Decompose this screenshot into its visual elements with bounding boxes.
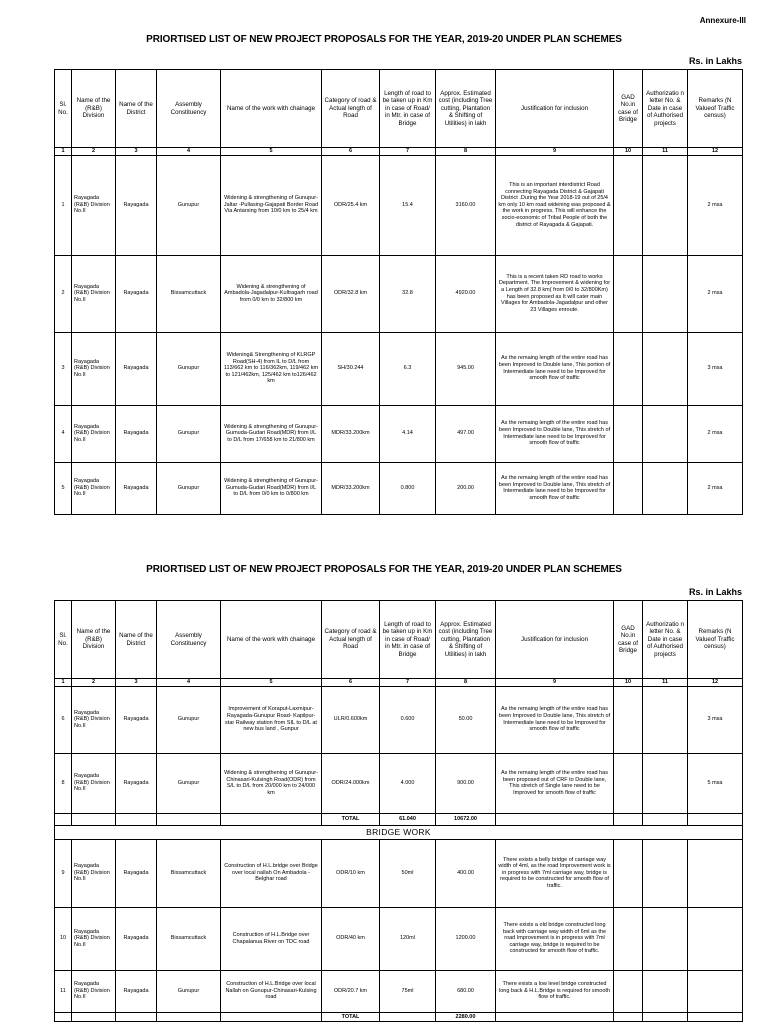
bridge-work-section [55, 825, 743, 839]
col-header-work-name: Name of the work with chainage [221, 601, 322, 679]
col-number-1: 1 [55, 679, 72, 687]
col-header-authorization: Authorizatio n letter No. & Date in case of Authorised projects [643, 601, 688, 679]
total-length [380, 1012, 436, 1022]
page-title-repeat: PRIORTISED LIST OF NEW PROJECT PROPOSALS FOR THE YEAR, 2019-20 UNDER PLAN SCHEMES [146, 564, 622, 575]
total-blank [157, 1012, 221, 1022]
cell-estimated-cost: 50.00 [436, 686, 496, 753]
col-header-division: Name of the (R&B) Division [72, 70, 116, 148]
cell-sl-no: 9 [55, 839, 72, 907]
table-row [55, 332, 743, 405]
cell-estimated-cost: 900.00 [436, 753, 496, 813]
col-header-length: Length of road to be taken up in Km in case of Road/ in Mtr. in case of Bridge [380, 601, 436, 679]
total-blank [643, 1012, 688, 1022]
total-label: TOTAL [322, 813, 380, 825]
col-number-7: 7 [380, 148, 436, 156]
cell-constituency: Gunupur [157, 462, 221, 514]
cell-gad-no [614, 462, 643, 514]
cell-division: Rayagada (R&B) Division No.II [72, 970, 116, 1012]
total-blank [72, 813, 116, 825]
col-number-2: 2 [72, 679, 116, 687]
cell-district: Rayagada [116, 839, 157, 907]
col-number-3: 3 [116, 148, 157, 156]
cell-constituency: Bissamcuttack [157, 907, 221, 970]
cell-estimated-cost: 497.00 [436, 405, 496, 462]
col-header-constituency: Assembly Constituency [157, 70, 221, 148]
cell-authorization [643, 405, 688, 462]
cell-road-category: MDR/33.200km [322, 405, 380, 462]
col-header-road-category: Category of road & Actual length of Road [322, 601, 380, 679]
cell-gad-no [614, 907, 643, 970]
cell-remarks: 2 msa [688, 462, 743, 514]
cell-division: Rayagada (R&B) Division No.II [72, 686, 116, 753]
cell-justification: As the remaing length of the entire road has been Improved to Double lane, This stretch of Intermediate lane need to be Improved for smooth flow of traffic [496, 686, 614, 753]
cell-gad-no [614, 686, 643, 753]
col-number-1: 1 [55, 148, 72, 156]
cell-sl-no: 5 [55, 462, 72, 514]
table-row [55, 255, 743, 332]
cell-constituency: Gunupur [157, 686, 221, 753]
col-number-3: 3 [116, 679, 157, 687]
cell-length: 6.3 [380, 332, 436, 405]
col-header-justification: Justification for inclusion [496, 601, 614, 679]
cell-sl-no: 6 [55, 686, 72, 753]
cell-estimated-cost: 400.00 [436, 839, 496, 907]
column-number-row [55, 679, 743, 687]
total-blank [221, 1012, 322, 1022]
col-number-2: 2 [72, 148, 116, 156]
cell-estimated-cost: 4920.00 [436, 255, 496, 332]
cell-remarks: 2 msa [688, 405, 743, 462]
cell-work-name: Widening & strengthening of Gunupur-Chinasari-Kulsingh Road(ODR) from S/L to D/L from 20/000 km to 24/000 km [221, 753, 322, 813]
col-header-authorization: Authorizatio n letter No. & Date in case of Authorised projects [643, 70, 688, 148]
col-header-district: Name of the District [116, 70, 157, 148]
total-blank [688, 1012, 743, 1022]
cell-division: Rayagada (R&B) Division No.II [72, 839, 116, 907]
cell-division: Rayagada (R&B) Division No.II [72, 462, 116, 514]
col-header-road-category: Category of road & Actual length of Road [322, 70, 380, 148]
cell-estimated-cost: 3160.00 [436, 155, 496, 255]
total-blank [643, 813, 688, 825]
total-blank [157, 813, 221, 825]
cell-work-name: Widening & strengthening of Gunupur-Gumuda-Gudari Road(MDR) from I/L to D/L from 0/0 km to 0/800 km [221, 462, 322, 514]
cell-district: Rayagada [116, 970, 157, 1012]
cell-justification: As the remaing length of the entire road has been Improved to Double lane, This stretch of Intermediate lane need to be Improved for smooth flow of traffic [496, 405, 614, 462]
cell-road-category: SH/30.244 [322, 332, 380, 405]
col-number-9: 9 [496, 148, 614, 156]
bridge-work-heading: BRIDGE WORK [55, 825, 743, 839]
cell-length: 15.4 [380, 155, 436, 255]
cell-length: 32.8 [380, 255, 436, 332]
total-cost: 2280.00 [436, 1012, 496, 1022]
cell-constituency: Gunupur [157, 332, 221, 405]
cell-justification: This is an important interdistrict Road connecting Rayagada District & Gajapati District .During the Year 2018-19 out of 25/4 km only 10 km road widening was proposed & the work in progress. This will enhance the socio-economic of Tribal People of both the district of Rayagada & Gajapati. [496, 155, 614, 255]
col-number-10: 10 [614, 148, 643, 156]
total-blank [55, 813, 72, 825]
cell-road-category: ODR/32.8 km [322, 255, 380, 332]
cell-gad-no [614, 155, 643, 255]
cell-length: 50ml [380, 839, 436, 907]
cell-length: 75ml [380, 970, 436, 1012]
cell-authorization [643, 753, 688, 813]
cell-estimated-cost: 680.00 [436, 970, 496, 1012]
cell-justification: There exists a low level bridge constructed long back & H.L.Bridge is required for smooth flow of traffic. [496, 970, 614, 1012]
col-header-gad-no: GAD No.in case of Bridge [614, 601, 643, 679]
cell-remarks [688, 907, 743, 970]
cell-authorization [643, 970, 688, 1012]
cell-constituency: Bissamcuttack [157, 839, 221, 907]
page-title: PRIORTISED LIST OF NEW PROJECT PROPOSALS FOR THE YEAR, 2019-20 UNDER PLAN SCHEMES [146, 34, 622, 45]
cell-road-category: ULR/0.600km [322, 686, 380, 753]
col-number-4: 4 [157, 148, 221, 156]
cell-length: 0.600 [380, 686, 436, 753]
col-header-sl-no: Sl. No. [55, 70, 72, 148]
cell-division: Rayagada (R&B) Division No.II [72, 255, 116, 332]
cell-gad-no [614, 839, 643, 907]
table-row [55, 462, 743, 514]
cell-justification: There exists a belly bridge of carriage way width of 4ml, as the road Improvement work is in progress with 7ml carriage way, bridge is required to be constructed for smooth flow of traffic. [496, 839, 614, 907]
col-number-11: 11 [643, 148, 688, 156]
cell-work-name: Improvement of Koraput-Laxmipur-Rayagada-Gunupur Road- Kapilpur-star Railway station from SIL to D/L at new bus land , Gunpur [221, 686, 322, 753]
cell-length: 0.800 [380, 462, 436, 514]
col-number-9: 9 [496, 679, 614, 687]
cell-length: 120ml [380, 907, 436, 970]
cell-sl-no: 8 [55, 753, 72, 813]
cell-estimated-cost: 200.00 [436, 462, 496, 514]
cell-district: Rayagada [116, 462, 157, 514]
cell-road-category: ODR/10 km [322, 839, 380, 907]
table-row [55, 839, 743, 907]
table-row [55, 753, 743, 813]
cell-district: Rayagada [116, 255, 157, 332]
cell-division: Rayagada (R&B) Division No.II [72, 155, 116, 255]
cell-work-name: Construction of H.L.Bridge over local Nallah on Gunupur-Chinasari-Kulsing road [221, 970, 322, 1012]
annexure-label: Annexure-III [699, 16, 746, 25]
cell-gad-no [614, 753, 643, 813]
cell-road-category: ODR/25.4 km [322, 155, 380, 255]
cell-authorization [643, 907, 688, 970]
cell-sl-no: 11 [55, 970, 72, 1012]
col-header-gad-no: GAD No.in case of Bridge [614, 70, 643, 148]
cell-district: Rayagada [116, 753, 157, 813]
cell-work-name: Construction of H.L.bridge over Bridge over local nallah On Ambadola - Belghar road [221, 839, 322, 907]
cell-district: Rayagada [116, 686, 157, 753]
cell-road-category: ODR/40 km [322, 907, 380, 970]
col-header-remarks: Remarks (N Valueof Traffic census) [688, 70, 743, 148]
col-number-7: 7 [380, 679, 436, 687]
cell-district: Rayagada [116, 405, 157, 462]
cell-remarks: 2 msa [688, 155, 743, 255]
col-number-12: 12 [688, 679, 743, 687]
col-header-estimated-cost: Approx. Estimated cost (including Tree cutting, Plantation & Shifting of Utilities) in lakh [436, 70, 496, 148]
cell-sl-no: 2 [55, 255, 72, 332]
cell-district: Rayagada [116, 907, 157, 970]
cell-estimated-cost: 945.00 [436, 332, 496, 405]
cell-justification: This is a recent taken RD road to works Department. The Improvement & widening for a Length of 32.8 km( from 0/0 to 32/800Km) has been proposed as It will cater main Villages for Ambadola-Jagadalpur and other 23 Villages enroute. [496, 255, 614, 332]
cell-justification: As the remaing length of the entire road has been proposed out of CRF to Double lane, This stretch of Single lane need to be Improved for smooth flow of traffic [496, 753, 614, 813]
col-header-remarks: Remarks (N Valueof Traffic census) [688, 601, 743, 679]
cell-work-name: Construction of H.L.Bridge over Chapalanua River on TDC road [221, 907, 322, 970]
table-row [55, 155, 743, 255]
cell-estimated-cost: 1200.00 [436, 907, 496, 970]
project-table-2 [54, 600, 743, 1022]
currency-note-repeat: Rs. in Lakhs [688, 587, 742, 597]
table-row [55, 686, 743, 753]
table-row [55, 405, 743, 462]
cell-remarks [688, 970, 743, 1012]
col-number-8: 8 [436, 148, 496, 156]
cell-constituency: Gunupur [157, 970, 221, 1012]
col-header-district: Name of the District [116, 601, 157, 679]
total-length: 61.040 [380, 813, 436, 825]
cell-work-name: Widening & strengthening of Gunupur-Jaltar -Pullasing-Gajapati Border Road Via Antarsing from 10/0 km to 25/4 km [221, 155, 322, 255]
cell-road-category: ODR/20.7 km [322, 970, 380, 1012]
cell-road-category: MDR/33.200km [322, 462, 380, 514]
cell-justification: As the remaing length of the entire road has been Improved to Double lane, This portion of Intermediate lane need to be Improved for smooth flow of traffic [496, 332, 614, 405]
col-header-sl-no: Sl. No. [55, 601, 72, 679]
header-row [55, 70, 743, 148]
total-blank [496, 1012, 614, 1022]
col-number-6: 6 [322, 148, 380, 156]
total-blank [55, 1012, 72, 1022]
cell-constituency: Bissamcuttack [157, 255, 221, 332]
cell-remarks: 5 msa [688, 753, 743, 813]
total-blank [116, 813, 157, 825]
currency-note: Rs. in Lakhs [688, 56, 742, 66]
col-header-work-name: Name of the work with chainage [221, 70, 322, 148]
cell-authorization [643, 686, 688, 753]
cell-constituency: Gunupur [157, 155, 221, 255]
column-number-row [55, 148, 743, 156]
col-number-6: 6 [322, 679, 380, 687]
total-blank [614, 813, 643, 825]
col-header-constituency: Assembly Constituency [157, 601, 221, 679]
cell-road-category: ODR/24.000km [322, 753, 380, 813]
col-header-estimated-cost: Approx. Estimated cost (including Tree cutting, Plantation & Shifting of Utilities) in lakh [436, 601, 496, 679]
cell-work-name: Widening & strengthening of Gunupur-Gumuda-Gudari Road(MDR) from I/L to D/L from 17/658 km to 21/800 km [221, 405, 322, 462]
cell-sl-no: 1 [55, 155, 72, 255]
cell-work-name: Widening& Strengthening of KLRGP Road(SH-4) from IL to D/L from 113/662 km to 116/362km, 119/462 km to 121/462km, 125/462 km to126/462 km [221, 332, 322, 405]
cell-district: Rayagada [116, 155, 157, 255]
cell-authorization [643, 332, 688, 405]
cell-work-name: Widening & strengthening of Ambadola-Jagadalpur-Kultragarh road from 0/0 km to 32/800 km [221, 255, 322, 332]
cell-gad-no [614, 970, 643, 1012]
col-header-justification: Justification for inclusion [496, 70, 614, 148]
cell-gad-no [614, 332, 643, 405]
total-blank [688, 813, 743, 825]
cell-gad-no [614, 405, 643, 462]
col-number-10: 10 [614, 679, 643, 687]
cell-authorization [643, 255, 688, 332]
col-header-length: Length of road to be taken up in Km in case of Road/ in Mtr. in case of Bridge [380, 70, 436, 148]
cell-division: Rayagada (R&B) Division No.II [72, 753, 116, 813]
header-row [55, 601, 743, 679]
cell-authorization [643, 839, 688, 907]
table-row [55, 907, 743, 970]
cell-district: Rayagada [116, 332, 157, 405]
total-row [55, 1012, 743, 1022]
total-blank [614, 1012, 643, 1022]
cell-sl-no: 10 [55, 907, 72, 970]
cell-justification: There exists a old bridge constructed long back with carriage way width of 6ml as the road Improvement is in progress with 7ml carriage way, bridge is required to be constructed for smooth flow of traffic. [496, 907, 614, 970]
cell-constituency: Gunupur [157, 405, 221, 462]
total-cost: 10672.00 [436, 813, 496, 825]
col-number-5: 5 [221, 679, 322, 687]
cell-constituency: Gunupur [157, 753, 221, 813]
cell-remarks: 3 msa [688, 332, 743, 405]
cell-remarks: 2 msa [688, 255, 743, 332]
total-blank [116, 1012, 157, 1022]
cell-division: Rayagada (R&B) Division No.II [72, 907, 116, 970]
col-number-5: 5 [221, 148, 322, 156]
col-number-11: 11 [643, 679, 688, 687]
table-row [55, 970, 743, 1012]
col-number-8: 8 [436, 679, 496, 687]
cell-authorization [643, 462, 688, 514]
cell-authorization [643, 155, 688, 255]
col-number-4: 4 [157, 679, 221, 687]
cell-gad-no [614, 255, 643, 332]
col-number-12: 12 [688, 148, 743, 156]
cell-division: Rayagada (R&B) Division No.II [72, 405, 116, 462]
cell-length: 4.14 [380, 405, 436, 462]
total-row [55, 813, 743, 825]
cell-remarks [688, 839, 743, 907]
cell-sl-no: 4 [55, 405, 72, 462]
col-header-division: Name of the (R&B) Division [72, 601, 116, 679]
cell-division: Rayagada (R&B) Division No.II [72, 332, 116, 405]
total-label: TOTAL [322, 1012, 380, 1022]
cell-length: 4.000 [380, 753, 436, 813]
total-blank [221, 813, 322, 825]
cell-justification: As the remaing length of the entire road has been Improved to Double lane, This stretch of Intermediate lane need to be Improved for smooth flow of traffic [496, 462, 614, 514]
cell-sl-no: 3 [55, 332, 72, 405]
project-table-1 [54, 69, 743, 515]
cell-remarks: 3 msa [688, 686, 743, 753]
total-blank [496, 813, 614, 825]
total-blank [72, 1012, 116, 1022]
